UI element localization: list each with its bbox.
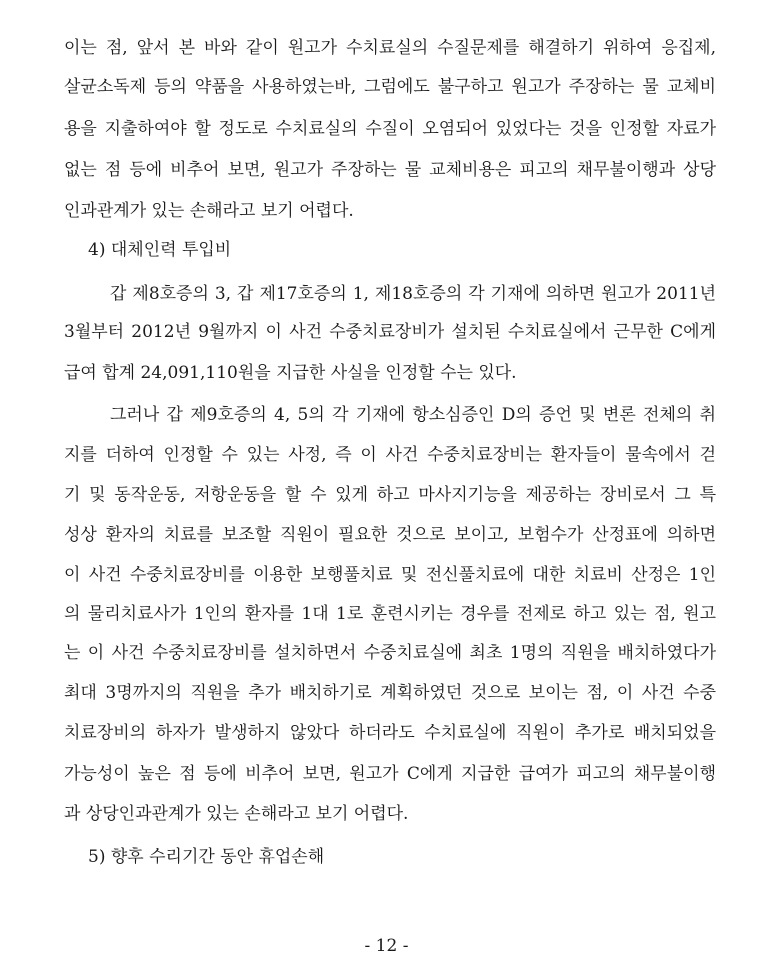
paragraph-2-line-1: 갑 제8호증의 3, 갑 제17호증의 1, 제18호증의 각 기재에 의하면 원고가 2011년 bbox=[110, 284, 716, 304]
page-number: - 12 - bbox=[364, 936, 409, 956]
paragraph-3-line-7: 는 이 사건 수중치료장비를 설치하면서 수중치료실에 최초 1명의 직원을 배치하였다가 bbox=[64, 643, 716, 663]
paragraph-1-line-5: 인과관계가 있는 손해라고 보기 어렵다. bbox=[64, 201, 354, 221]
paragraph-3-line-6: 의 물리치료사가 1인의 환자를 1대 1로 훈련시키는 경우를 전제로 하고 있는 점, 원고 bbox=[64, 604, 716, 624]
paragraph-2-line-2: 3월부터 2012년 9월까지 이 사건 수중치료장비가 설치된 수치료실에서 근무한 C에게 bbox=[64, 322, 716, 342]
paragraph-3-line-9: 치료장비의 하자가 발생하지 않았다 하더라도 수치료실에 직원이 추가로 배치되었을 bbox=[64, 723, 716, 743]
paragraph-2-line-3: 급여 합계 24,091,110원을 지급한 사실을 인정할 수는 있다. bbox=[64, 363, 517, 383]
paragraph-1-line-3: 용을 지출하여야 할 정도로 수치료실의 수질이 오염되어 있었다는 것을 인정할 자료가 bbox=[64, 119, 716, 139]
section-heading-5: 5) 향후 수리기간 동안 휴업손해 bbox=[88, 847, 325, 867]
paragraph-3-line-5: 이 사건 수중치료장비를 이용한 보행풀치료 및 전신풀치료에 대한 치료비 산정은 1인 bbox=[64, 565, 716, 585]
paragraph-3-line-3: 기 및 동작운동, 저항운동을 할 수 있게 하고 마사지기능을 제공하는 장비로서 그 특 bbox=[64, 485, 716, 505]
paragraph-1-line-2: 살균소독제 등의 약품을 사용하였는바, 그럼에도 불구하고 원고가 주장하는 물 교체비 bbox=[64, 77, 716, 97]
paragraph-3-line-10: 가능성이 높은 점 등에 비추어 보면, 원고가 C에게 지급한 급여가 피고의 채무불이행 bbox=[64, 764, 716, 784]
paragraph-3-line-1: 그러나 갑 제9호증의 4, 5의 각 기재에 항소심증인 D의 증언 및 변론 전체의 취 bbox=[110, 405, 716, 425]
paragraph-1-line-1: 이는 점, 앞서 본 바와 같이 원고가 수치료실의 수질문제를 해결하기 위하여 응집제, bbox=[64, 38, 716, 58]
section-heading-4: 4) 대체인력 투입비 bbox=[88, 240, 232, 260]
paragraph-3-line-2: 지를 더하여 인정할 수 있는 사정, 즉 이 사건 수중치료장비는 환자들이 물속에서 걷 bbox=[64, 445, 716, 465]
paragraph-1-line-4: 없는 점 등에 비추어 보면, 원고가 주장하는 물 교체비용은 피고의 채무불이행과 상당 bbox=[64, 160, 716, 180]
paragraph-3-line-4: 성상 환자의 치료를 보조할 직원이 필요한 것으로 보이고, 보험수가 산정표에 의하면 bbox=[64, 525, 716, 545]
paragraph-3-line-8: 최대 3명까지의 직원을 추가 배치하기로 계획하였던 것으로 보이는 점, 이 사건 수중 bbox=[64, 683, 716, 703]
paragraph-3-line-11: 과 상당인과관계가 있는 손해라고 보기 어렵다. bbox=[64, 804, 409, 824]
